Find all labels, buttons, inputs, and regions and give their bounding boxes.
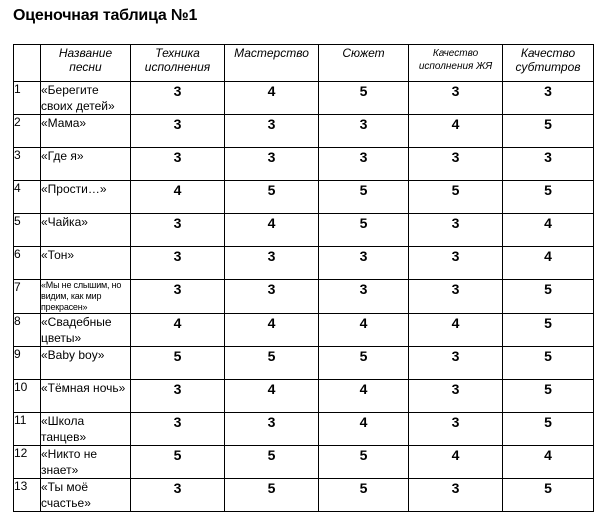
table-row bbox=[14, 115, 594, 148]
score-sign-language: 3 bbox=[409, 413, 503, 446]
score-plot: 4 bbox=[319, 380, 409, 413]
row-number: 8 bbox=[14, 314, 41, 347]
score-sign-language: 3 bbox=[409, 148, 503, 181]
score-subtitles: 5 bbox=[503, 380, 594, 413]
row-number: 6 bbox=[14, 247, 41, 280]
score-technique: 3 bbox=[131, 247, 225, 280]
score-plot: 5 bbox=[319, 479, 409, 512]
score-technique: 3 bbox=[131, 413, 225, 446]
scores-table bbox=[13, 44, 594, 512]
song-title: «Чайка» bbox=[41, 214, 131, 247]
score-sign-language: 3 bbox=[409, 479, 503, 512]
score-technique: 3 bbox=[131, 380, 225, 413]
score-technique: 5 bbox=[131, 347, 225, 380]
score-mastery: 5 bbox=[225, 181, 319, 214]
table-row bbox=[14, 214, 594, 247]
row-number: 12 bbox=[14, 446, 41, 479]
score-plot: 4 bbox=[319, 413, 409, 446]
score-mastery: 3 bbox=[225, 413, 319, 446]
song-title: «Тёмная ночь» bbox=[41, 380, 131, 413]
score-subtitles: 3 bbox=[503, 82, 594, 115]
row-number: 11 bbox=[14, 413, 41, 446]
score-technique: 3 bbox=[131, 115, 225, 148]
score-mastery: 3 bbox=[225, 115, 319, 148]
score-sign-language: 3 bbox=[409, 82, 503, 115]
score-sign-language: 4 bbox=[409, 115, 503, 148]
score-mastery: 5 bbox=[225, 347, 319, 380]
score-technique: 4 bbox=[131, 314, 225, 347]
score-technique: 3 bbox=[131, 479, 225, 512]
table-row bbox=[14, 380, 594, 413]
score-technique: 3 bbox=[131, 214, 225, 247]
table-row bbox=[14, 347, 594, 380]
score-sign-language: 3 bbox=[409, 214, 503, 247]
row-number: 5 bbox=[14, 214, 41, 247]
score-plot: 5 bbox=[319, 82, 409, 115]
score-sign-language: 4 bbox=[409, 314, 503, 347]
header-song-title: Название песни bbox=[41, 45, 131, 82]
score-plot: 3 bbox=[319, 247, 409, 280]
score-sign-language: 3 bbox=[409, 247, 503, 280]
header-mastery: Мастерство bbox=[225, 45, 319, 82]
score-mastery: 3 bbox=[225, 148, 319, 181]
song-title: «Ты моё счастье» bbox=[41, 479, 131, 512]
header-subtitle-quality: Качество субтитров bbox=[503, 45, 594, 82]
score-mastery: 5 bbox=[225, 446, 319, 479]
score-plot: 4 bbox=[319, 314, 409, 347]
score-mastery: 4 bbox=[225, 82, 319, 115]
header-plot: Сюжет bbox=[319, 45, 409, 82]
row-number: 13 bbox=[14, 479, 41, 512]
score-technique: 3 bbox=[131, 148, 225, 181]
song-title: «Свадебные цветы» bbox=[41, 314, 131, 347]
score-technique: 3 bbox=[131, 82, 225, 115]
header-number bbox=[14, 45, 41, 82]
score-technique: 5 bbox=[131, 446, 225, 479]
row-number: 3 bbox=[14, 148, 41, 181]
score-plot: 5 bbox=[319, 214, 409, 247]
header-row bbox=[14, 45, 594, 82]
score-subtitles: 5 bbox=[503, 479, 594, 512]
score-plot: 3 bbox=[319, 115, 409, 148]
score-plot: 3 bbox=[319, 280, 409, 314]
table-row bbox=[14, 314, 594, 347]
row-number: 2 bbox=[14, 115, 41, 148]
score-mastery: 4 bbox=[225, 314, 319, 347]
score-subtitles: 5 bbox=[503, 347, 594, 380]
row-number: 10 bbox=[14, 380, 41, 413]
score-subtitles: 5 bbox=[503, 314, 594, 347]
song-title: «Прости…» bbox=[41, 181, 131, 214]
table-row bbox=[14, 148, 594, 181]
table-row bbox=[14, 280, 594, 314]
page-title: Оценочная таблица №1 bbox=[13, 7, 198, 24]
row-number: 1 bbox=[14, 82, 41, 115]
score-mastery: 3 bbox=[225, 280, 319, 314]
score-sign-language: 3 bbox=[409, 380, 503, 413]
score-sign-language: 3 bbox=[409, 280, 503, 314]
song-title: «Где я» bbox=[41, 148, 131, 181]
score-subtitles: 4 bbox=[503, 446, 594, 479]
row-number: 9 bbox=[14, 347, 41, 380]
table-row bbox=[14, 82, 594, 115]
score-plot: 5 bbox=[319, 181, 409, 214]
song-title: «Школа танцев» bbox=[41, 413, 131, 446]
score-technique: 3 bbox=[131, 280, 225, 314]
table-row bbox=[14, 181, 594, 214]
table-row bbox=[14, 446, 594, 479]
score-subtitles: 5 bbox=[503, 181, 594, 214]
table-row bbox=[14, 479, 594, 512]
score-mastery: 3 bbox=[225, 247, 319, 280]
table-row bbox=[14, 413, 594, 446]
score-plot: 5 bbox=[319, 446, 409, 479]
song-title: «Мы не слышим, но видим, как мир прекрасен» bbox=[41, 280, 131, 314]
score-mastery: 5 bbox=[225, 479, 319, 512]
row-number: 7 bbox=[14, 280, 41, 314]
score-subtitles: 3 bbox=[503, 148, 594, 181]
score-mastery: 4 bbox=[225, 380, 319, 413]
song-title: «Тон» bbox=[41, 247, 131, 280]
song-title: «Baby boy» bbox=[41, 347, 131, 380]
score-sign-language: 4 bbox=[409, 446, 503, 479]
score-technique: 4 bbox=[131, 181, 225, 214]
header-sign-language-quality: Качество исполнения ЖЯ bbox=[409, 45, 503, 82]
score-mastery: 4 bbox=[225, 214, 319, 247]
score-sign-language: 3 bbox=[409, 347, 503, 380]
score-subtitles: 4 bbox=[503, 214, 594, 247]
table-row bbox=[14, 247, 594, 280]
song-title: «Никто не знает» bbox=[41, 446, 131, 479]
score-subtitles: 4 bbox=[503, 247, 594, 280]
song-title: «Мама» bbox=[41, 115, 131, 148]
score-subtitles: 5 bbox=[503, 115, 594, 148]
row-number: 4 bbox=[14, 181, 41, 214]
score-plot: 3 bbox=[319, 148, 409, 181]
score-subtitles: 5 bbox=[503, 413, 594, 446]
score-subtitles: 5 bbox=[503, 280, 594, 314]
score-plot: 5 bbox=[319, 347, 409, 380]
header-technique: Техника исполнения bbox=[131, 45, 225, 82]
score-sign-language: 5 bbox=[409, 181, 503, 214]
song-title: «Берегите своих детей» bbox=[41, 82, 131, 115]
